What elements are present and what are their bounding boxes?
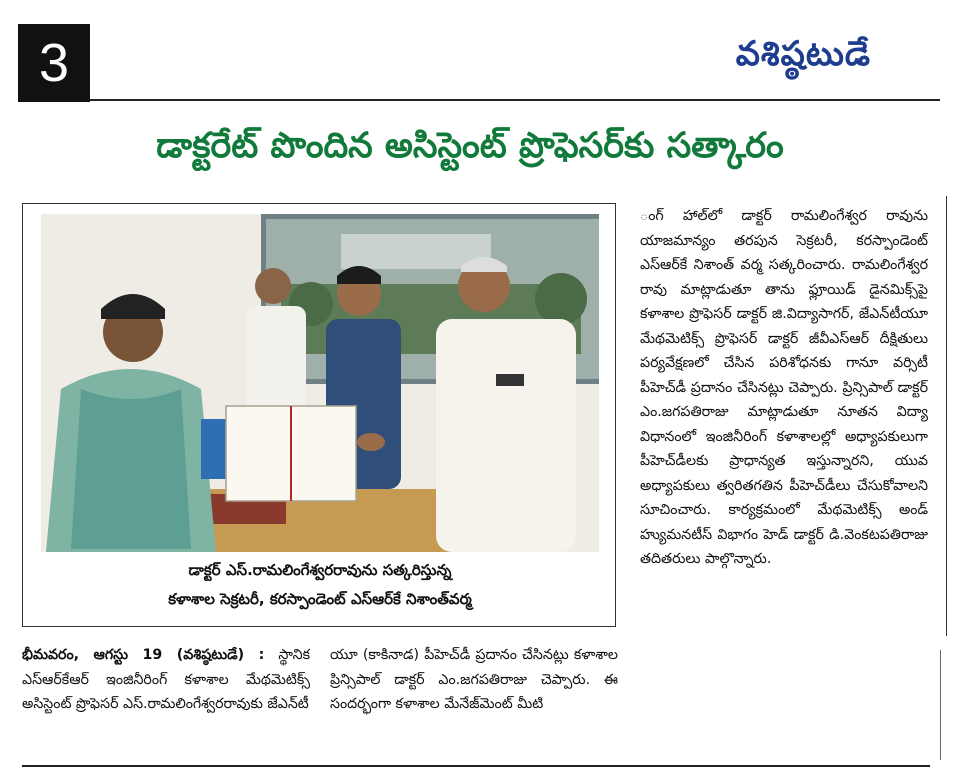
page-number: 3: [18, 24, 90, 102]
article-column-right: ంగ్ హాల్‌లో డాక్టర్ రామలింగేశ్వర రావును యాజమాన్యం తరపున సెక్రటరీ, కరస్పాండెంట్ ఎస్ఆర్‌కే నిశాంత్ వర్మ సత్కరించారు. రామలింగేశ్వర రావు మాట్లాడుతూ తాను ఫ్లూయిడ్ డైనమిక్స్‌పై కళాశాల ప్రొఫెసర్ డాక్టర్ జి.విద్యాసాగర్, జేఎన్‌టీయూ మేథమెటిక్స్ ప్రొఫెసర్ డాక్టర్ జీవీఎస్ఆర్ దీక్షితులు పర్యవేక్షణలో చేసిన పరిశోధనకు గానూ వర్సిటీ పీహెచ్‌డీ ప్రదానం చేసినట్లు చెప్పారు. ప్రిన్సిపాల్ డాక్టర్ ఎం.జగపతిరాజు మాట్లాడుతూ నూతన విద్యా విధానంలో ఇంజినీరింగ్ కళాశాలల్లో అధ్యాపకులుగా పీహెచ్‌డీలకు ప్రాధాన్యత ఇస్తున్నారని, యువ అధ్యాపకులు త్వరితగతిన పీహెచ్‌డీలు చేసుకోవాలని సూచించారు. కార్యక్రమంలో మేథమెటిక్స్ అండ్ హ్యుమనటీస్ విభాగం హెడ్ డాక్టర్ డి.వెంకటపతిరాజు తదితరులు పాల్గొన్నారు.: [640, 208, 928, 567]
felicitation-photo: [41, 214, 599, 552]
article-column-left: [22, 643, 310, 753]
bottom-divider: [22, 765, 930, 767]
article-column-left-text: స్థానిక ఎస్ఆర్‌కేఆర్ ఇంజినీరింగ్ కళాశాల మేథమెటిక్స్ అసిస్టెంట్ ప్రొఫెసర్ ఎస్.రామలింగేశ్వరరావుకు జేఎన్‌టీ: [22, 647, 310, 712]
photo-frame: [22, 203, 616, 627]
caption-line-1: డాక్టర్ ఎస్.రామలింగేశ్వరరావును సత్కరిస్తున్న: [188, 561, 452, 579]
masthead-logo: వశిష్ఠటుడే: [735, 34, 871, 74]
dateline: భీమవరం, ఆగస్టు 19 (వశిష్ఠటుడే) :: [22, 647, 265, 663]
headline: డాక్టరేట్ పొందిన అసిస్టెంట్ ప్రొఫెసర్‌కు సత్కారం: [156, 126, 784, 166]
photo-caption: [23, 556, 617, 614]
adjacent-article-border: [946, 196, 953, 636]
top-divider: [90, 99, 940, 101]
article-column-middle: యూ (కాకినాడ) పీహెచ్‌డీ ప్రదానం చేసినట్లు కళాశాల ప్రిన్సిపాల్ డాక్టర్ ఎం.జగపతిరాజు చెప్పారు. ఈ సందర్భంగా కళాశాల మేనేజ్‌మెంట్ మీటి: [330, 647, 618, 712]
adjacent-article-border-lower: [940, 650, 955, 760]
photo-illustration: [41, 214, 599, 552]
caption-line-2: కళాశాల సెక్రటరీ, కరస్పాండెంట్ ఎస్ఆర్‌కే నిశాంత్‌వర్మ: [168, 590, 472, 608]
